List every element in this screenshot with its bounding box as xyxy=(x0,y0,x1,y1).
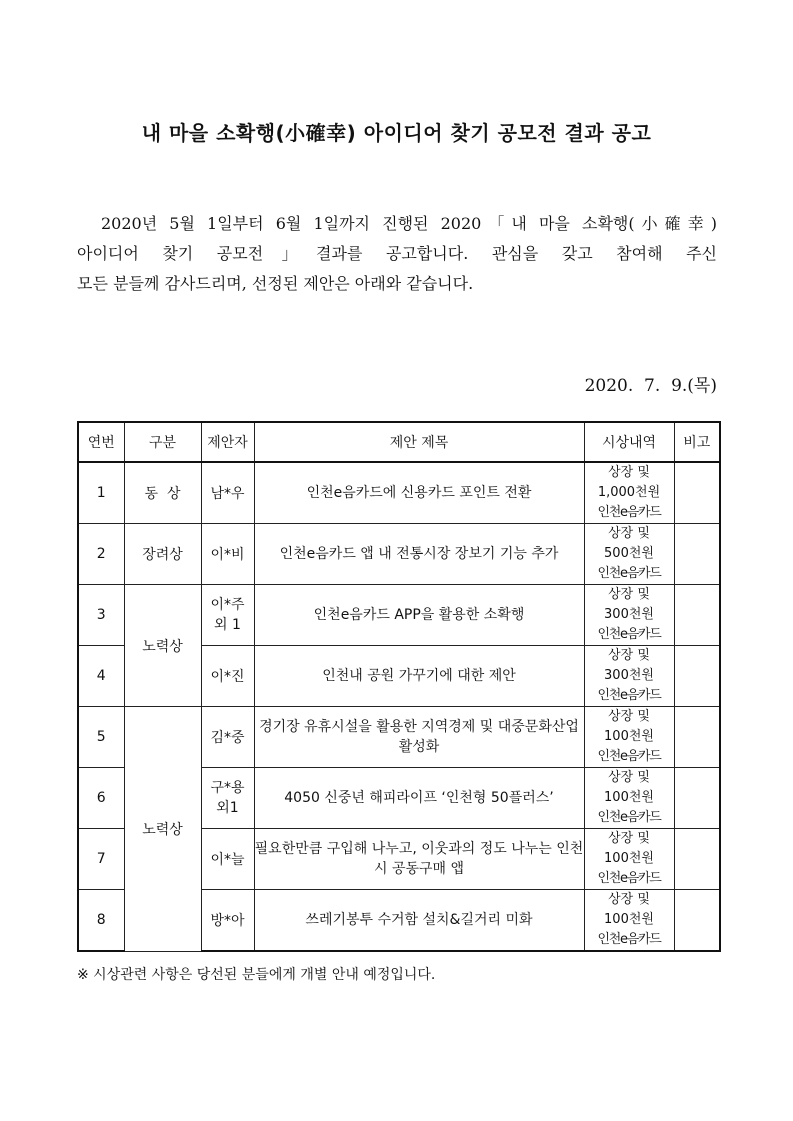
header-proposer: 제안자 xyxy=(201,422,254,462)
prize-cell xyxy=(584,707,674,768)
row-number: 3 xyxy=(78,585,124,646)
proposal-title-cell: 인천e음카드 APP을 활용한 소확행 xyxy=(254,585,584,646)
prize-award: 상장 및 xyxy=(608,465,650,480)
row-number: 2 xyxy=(78,524,124,585)
category-cell: 장려상 xyxy=(124,524,201,585)
proposal-title-cell: 4050 신중년 해피라이프 ‘인천형 50플러스’ xyxy=(254,768,584,829)
prize-award: 상장 및 xyxy=(608,709,650,724)
category-cell: 동 상 xyxy=(124,462,201,524)
header-number: 연번 xyxy=(78,422,124,462)
proposal-title-cell: 쓰레기봉투 수거함 설치&길거리 미화 xyxy=(254,890,584,952)
intro-line: 아이디어 찾기 공모전」결과를 공고합니다. 관심을 갖고 참여해 주신 xyxy=(77,244,717,263)
table-row xyxy=(78,524,720,585)
prize-award: 상장 및 xyxy=(608,831,650,846)
header-prize: 시상내역 xyxy=(584,422,674,462)
prize-cell xyxy=(584,462,674,524)
prize-cell xyxy=(584,829,674,890)
note-cell xyxy=(674,829,720,890)
prize-card: 인천e음카드 xyxy=(597,810,661,825)
prize-award: 상장 및 xyxy=(608,648,650,663)
prize-cell xyxy=(584,646,674,707)
prize-amount: 1,000천원 xyxy=(597,485,661,500)
results-table xyxy=(77,421,721,952)
row-number: 6 xyxy=(78,768,124,829)
proposal-title-cell: 인천내 공원 가꾸기에 대한 제안 xyxy=(254,646,584,707)
prize-amount: 100천원 xyxy=(604,729,654,744)
header-note: 비고 xyxy=(674,422,720,462)
proposer-cell: 이*늘 xyxy=(201,829,254,890)
note-cell xyxy=(674,890,720,952)
prize-amount: 100천원 xyxy=(604,790,654,805)
header-title: 제안 제목 xyxy=(254,422,584,462)
proposal-title-cell: 필요한만큼 구입해 나누고, 이웃과의 정도 나누는 인천시 공동구매 앱 xyxy=(254,829,584,890)
note-cell xyxy=(674,462,720,524)
proposal-title-cell: 인천e음카드에 신용카드 포인트 전환 xyxy=(254,462,584,524)
prize-amount: 300천원 xyxy=(604,668,654,683)
prize-cell xyxy=(584,890,674,952)
category-cell: 노력상 xyxy=(124,707,201,952)
prize-amount: 300천원 xyxy=(604,607,654,622)
table-row xyxy=(78,707,720,768)
intro-line: 2020년 5월 1일부터 6월 1일까지 진행된 2020「내 마을 소확행(小確幸) xyxy=(101,214,717,233)
row-number: 1 xyxy=(78,462,124,524)
proposer-cell: 이*주 외 1 xyxy=(201,585,254,646)
prize-cell xyxy=(584,585,674,646)
note-cell xyxy=(674,524,720,585)
prize-award: 상장 및 xyxy=(608,892,650,907)
document-title: 내 마을 소확행(小確幸) 아이디어 찾기 공모전 결과 공고 xyxy=(141,121,652,145)
proposer-cell: 남*우 xyxy=(201,462,254,524)
table-header-row xyxy=(78,422,720,462)
prize-award: 상장 및 xyxy=(608,587,650,602)
footnote: ※ 시상관련 사항은 당선된 분들에게 개별 안내 예정입니다. xyxy=(77,967,436,983)
prize-card: 인천e음카드 xyxy=(597,932,661,947)
proposer-cell: 이*비 xyxy=(201,524,254,585)
proposer-cell: 구*용 외1 xyxy=(201,768,254,829)
prize-award: 상장 및 xyxy=(608,526,650,541)
note-cell xyxy=(674,646,720,707)
row-number: 4 xyxy=(78,646,124,707)
header-category: 구분 xyxy=(124,422,201,462)
prize-card: 인천e음카드 xyxy=(597,871,661,886)
proposal-title-cell: 경기장 유휴시설을 활용한 지역경제 및 대중문화산업 활성화 xyxy=(254,707,584,768)
intro-line: 모든 분들께 감사드리며, 선정된 제안은 아래와 같습니다. xyxy=(77,274,474,293)
proposer-cell: 김*중 xyxy=(201,707,254,768)
row-number: 8 xyxy=(78,890,124,952)
prize-cell xyxy=(584,768,674,829)
proposer-cell: 이*진 xyxy=(201,646,254,707)
announcement-date: 2020. 7. 9.(목) xyxy=(584,376,717,396)
note-cell xyxy=(674,585,720,646)
table-row xyxy=(78,585,720,646)
note-cell xyxy=(674,707,720,768)
proposer-cell: 방*아 xyxy=(201,890,254,952)
row-number: 5 xyxy=(78,707,124,768)
category-cell: 노력상 xyxy=(124,585,201,707)
note-cell xyxy=(674,768,720,829)
prize-amount: 500천원 xyxy=(604,546,654,561)
prize-award: 상장 및 xyxy=(608,770,650,785)
prize-card: 인천e음카드 xyxy=(597,566,661,581)
table-row xyxy=(78,462,720,524)
prize-card: 인천e음카드 xyxy=(597,688,661,703)
prize-card: 인천e음카드 xyxy=(597,505,661,520)
row-number: 7 xyxy=(78,829,124,890)
prize-cell xyxy=(584,524,674,585)
prize-amount: 100천원 xyxy=(604,912,654,927)
proposal-title-cell: 인천e음카드 앱 내 전통시장 장보기 기능 추가 xyxy=(254,524,584,585)
prize-amount: 100천원 xyxy=(604,851,654,866)
intro-paragraph xyxy=(77,209,717,299)
prize-card: 인천e음카드 xyxy=(597,749,661,764)
prize-card: 인천e음카드 xyxy=(597,627,661,642)
